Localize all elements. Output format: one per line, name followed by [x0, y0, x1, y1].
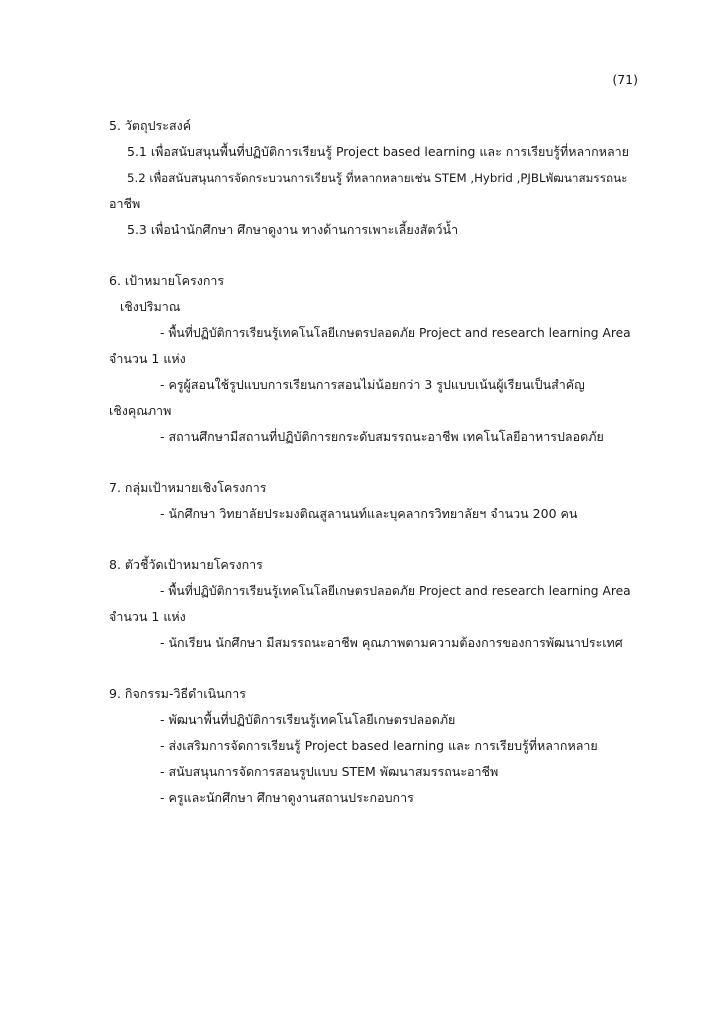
section-8-item-1-cont: จำนวน 1 แห่ง: [109, 609, 186, 624]
section-6-quality-label: เชิงคุณภาพ: [109, 403, 172, 418]
section-7-heading: 7. กลุ่มเป้าหมายเชิงโครงการ: [109, 480, 267, 495]
section-6-heading: 6. เป้าหมายโครงการ: [109, 273, 225, 288]
section-5-item-1: 5.1 เพื่อสนับสนุนพื้นที่ปฏิบัติการเรียนรู้ Project based learning และ การเรียบรู้ที่หลากหลาย: [127, 144, 629, 159]
section-8-item-2: - นักเรียน นักศึกษา มีสมรรถนะอาชีพ คุณภาพตามความต้องการของการพัฒนาประเทศ: [160, 635, 623, 650]
section-6-quality-item-1: - สถานศึกษามีสถานที่ปฏิบัติการยกระดับสมรรถนะอาชีพ เทคโนโลยีอาหารปลอดภัย: [160, 429, 604, 444]
section-9-heading: 9. กิจกรรม-วิธีดำเนินการ: [109, 686, 246, 701]
section-9-item-3: - สนับสนุนการจัดการสอนรูปแบบ STEM พัฒนาสมรรถนะอาชีพ: [160, 764, 499, 779]
section-9-item-1: - พัฒนาพื้นที่ปฏิบัติการเรียนรู้เทคโนโลยีเกษตรปลอดภัย: [160, 712, 456, 727]
section-8-heading: 8. ตัวชี้วัดเป้าหมายโครงการ: [109, 557, 263, 572]
page-number: (71): [612, 72, 638, 87]
section-6-quantity-label: เชิงปริมาณ: [120, 299, 181, 314]
section-6-quantity-item-1-cont: จำนวน 1 แห่ง: [109, 351, 186, 366]
section-5-item-3: 5.3 เพื่อนำนักศึกษา ศึกษาดูงาน ทางด้านการเพาะเลี้ยงสัตว์น้ำ: [127, 222, 459, 237]
section-7-item-1: - นักศึกษา วิทยาลัยประมงติณสูลานนท์และบุคลากรวิทยาลัยฯ จำนวน 200 คน: [160, 506, 578, 521]
section-9-item-4: - ครูและนักศึกษา ศึกษาดูงานสถานประกอบการ: [160, 790, 414, 805]
section-5-heading: 5. วัตถุประสงค์: [109, 118, 192, 133]
section-5-item-2: 5.2 เพื่อสนับสนุนการจัดกระบวนการเรียนรู้ ที่หลากหลายเช่น STEM ,Hybrid ,PJBLพัฒนาสมรรถนะ: [127, 171, 628, 185]
section-9-item-2: - ส่งเสริมการจัดการเรียนรู้ Project based learning และ การเรียบรู้ที่หลากหลาย: [160, 738, 598, 753]
section-6-quantity-item-2: - ครูผู้สอนใช้รูปแบบการเรียนการสอนไม่น้อยกว่า 3 รูปแบบเน้นผู้เรียนเป็นสำคัญ: [160, 377, 585, 392]
section-5-item-2-cont: อาชีพ: [109, 196, 141, 211]
section-6-quantity-item-1: - พื้นที่ปฏิบัติการเรียนรู้เทคโนโลยีเกษตรปลอดภัย Project and research learning Area: [160, 326, 631, 340]
section-8-item-1: - พื้นที่ปฏิบัติการเรียนรู้เทคโนโลยีเกษตรปลอดภัย Project and research learning Area: [160, 584, 631, 598]
